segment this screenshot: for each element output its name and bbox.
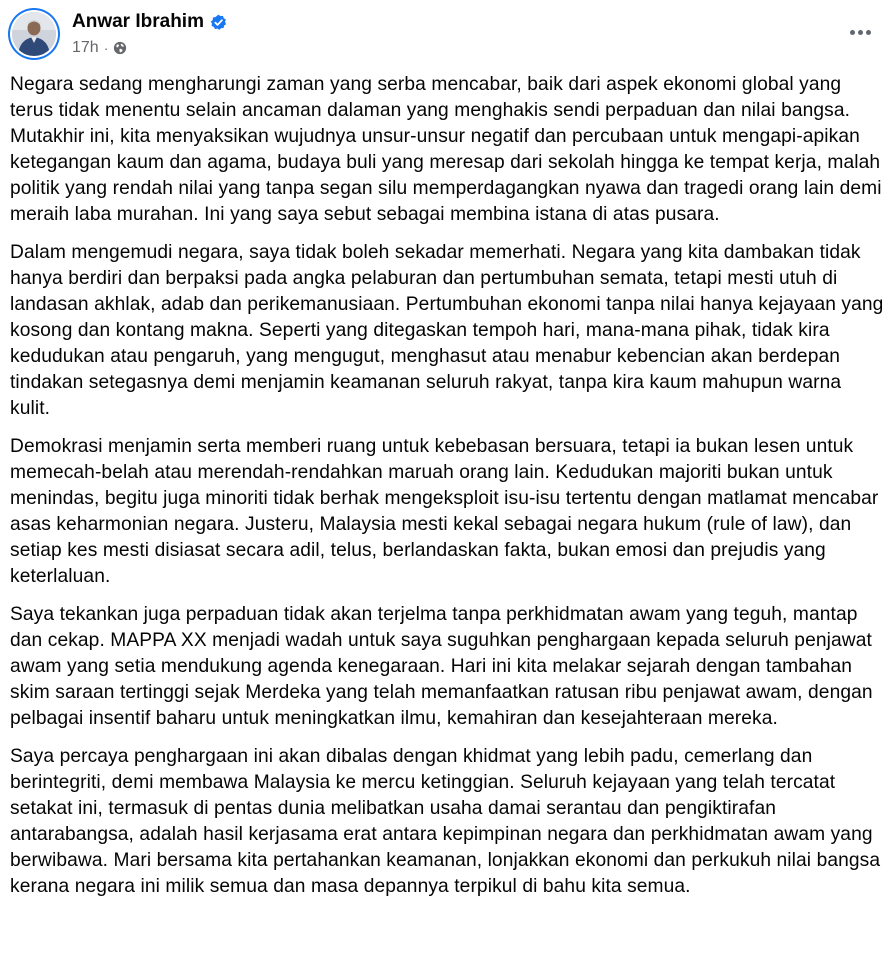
post-timestamp[interactable]: 17h xyxy=(72,39,99,56)
person-silhouette-icon xyxy=(12,12,56,56)
globe-icon[interactable] xyxy=(113,41,127,55)
post-meta xyxy=(72,38,127,58)
verified-badge-icon xyxy=(210,14,227,31)
more-dot-icon xyxy=(858,30,863,35)
post-body xyxy=(10,72,886,912)
more-options-button[interactable] xyxy=(844,22,876,42)
post-paragraph: Negara sedang mengharungi zaman yang serba mencabar, baik dari aspek ekonomi global yang terus tidak menentu selain ancaman dalaman yang menghakis sendi perpaduan dan nilai bangsa. Mutakhir ini, kita menyaksikan wujudnya unsur-unsur negatif dan percubaan untuk mengapi-apikan ketegangan kaum dan agama, budaya buli yang meresap dari sekolah hingga ke tempat kerja, malah politik yang rendah nilai yang tanpa segan silu memperdagangkan nyawa dan tragedi orang lain demi meraih laba murahan. Ini yang saya sebut sebagai membina istana di atas pusara. xyxy=(10,74,882,225)
author-row xyxy=(72,10,227,34)
more-dot-icon xyxy=(866,30,871,35)
post-paragraph: Saya percaya penghargaan ini akan dibalas dengan khidmat yang lebih padu, cemerlang dan berintegriti, demi membawa Malaysia ke mercu ketinggian. Seluruh kejayaan yang telah tercatat setakat ini, termasuk di pentas dunia melibatkan usaha damai serantau dan pengiktirafan antarabangsa, adalah hasil kerjasama erat antara kepimpinan negara dan perkhidmatan awam yang berwibawa. Mari bersama kita pertahankan keamanan, lonjakkan ekonomi dan perkukuh nilai bangsa kerana negara ini milik semua dan masa depannya terpikul di bahu kita semua. xyxy=(10,746,881,897)
post-paragraph: Saya tekankan juga perpaduan tidak akan terjelma tanpa perkhidmatan awam yang teguh, mantap dan cekap. MAPPA XX menjadi wadah untuk saya suguhkan penghargaan kepada seluruh penjawat awam yang setia mendukung agenda kenegaraan. Hari ini kita melakar sejarah dengan tambahan skim saraan tertinggi sejak Merdeka yang telah memanfaatkan ratusan ribu penjawat awam, dengan pelbagai insentif baharu untuk meningkatkan ilmu, kemahiran dan kesejahteraan mereka. xyxy=(10,604,873,729)
more-dot-icon xyxy=(850,30,855,35)
post-paragraph: Demokrasi menjamin serta memberi ruang untuk kebebasan bersuara, tetapi ia bukan lesen untuk memecah-belah atau merendah-rendahkan maruah orang lain. Kedudukan majoriti bukan untuk menindas, begitu juga minoriti tidak berhak mengeksploit isu-isu tertentu dengan matlamat mencabar asas keharmonian negara. Justeru, Malaysia mesti kekal sebagai negara hukum (rule of law), dan setiap kes mesti disiasat secara adil, telus, berlandaskan fakta, bukan emosi dan prejudis yang keterlaluan. xyxy=(10,436,879,587)
author-name[interactable]: Anwar Ibrahim xyxy=(72,11,204,32)
avatar[interactable] xyxy=(8,8,60,60)
post-header xyxy=(8,8,894,64)
post-paragraph: Dalam mengemudi negara, saya tidak boleh sekadar memerhati. Negara yang kita dambakan tidak hanya berdiri dan berpaksi pada angka pelaburan dan pertumbuhan semata, tetapi mesti utuh di landasan akhlak, adab dan perikemanusiaan. Pertumbuhan ekonomi tanpa nilai hanya kejayaan yang kosong dan kontang makna. Seperti yang ditegaskan tempoh hari, mana-mana pihak, tidak kira kedudukan atau pengaruh, yang mengugut, menghasut atau menabur kebencian akan berdepan tindakan setegasnya demi menjamin keamanan seluruh rakyat, tanpa kira kaum mahupun warna kulit. xyxy=(10,242,884,419)
avatar-frame xyxy=(10,10,58,58)
avatar-photo xyxy=(12,12,56,56)
meta-separator: · xyxy=(103,40,109,56)
